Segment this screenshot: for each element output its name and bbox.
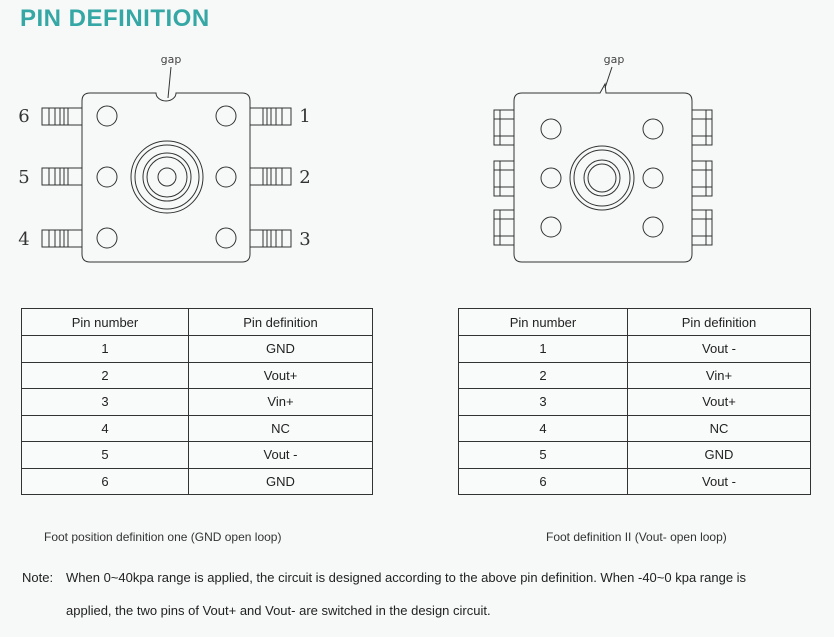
hole [97,228,117,248]
table-header-row [459,309,811,336]
right-caption: Foot definition II (Vout- open loop) [546,530,727,544]
note-line-1: When 0~40kpa range is applied, the circuit is designed according to the above pin definition. When -40~0 kpa range is [66,570,747,585]
right-pins-left-side [494,110,514,245]
table-row [459,389,811,416]
pin-definition-cell: Vin+ [628,362,811,389]
left-pin-diagram [0,40,420,300]
hole [541,168,561,188]
column-header: Pin definition [189,309,373,336]
pin-definition-cell: Vout - [628,336,811,363]
pin-number-cell: 5 [22,442,189,469]
hole [643,119,663,139]
pin-number-5: 5 [18,167,30,188]
pin-number-6: 6 [18,106,30,127]
pin-number-cell: 5 [459,442,628,469]
column-header: Pin number [22,309,189,336]
hole [216,167,236,187]
right-sensor-body [514,84,692,262]
pin-number-cell: 2 [459,362,628,389]
column-header: Pin number [459,309,628,336]
hole [97,167,117,187]
table-row [459,442,811,469]
hole [216,228,236,248]
table-row [22,336,373,363]
pin-number-4: 4 [18,229,30,250]
pin-number-cell: 3 [459,389,628,416]
table-row [22,362,373,389]
pin-number-2: 2 [299,167,311,188]
table-row [459,415,811,442]
table-row [22,468,373,495]
pin-definition-cell: GND [189,336,373,363]
left-pins-left-side [42,108,82,247]
pin-number-1: 1 [299,106,311,127]
left-sensor-body [82,93,250,262]
pin-definition-cell: GND [189,468,373,495]
pin-number-cell: 1 [459,336,628,363]
column-header: Pin definition [628,309,811,336]
table-row [459,336,811,363]
pin-definition-cell: GND [628,442,811,469]
pin-number-cell: 1 [22,336,189,363]
table-row [22,442,373,469]
pin-number-cell: 2 [22,362,189,389]
pin-number-cell: 6 [459,468,628,495]
pressure-port [570,146,634,210]
pin-number-cell: 4 [22,415,189,442]
pin-definition-cell: NC [628,415,811,442]
gap-label: gap [160,53,182,66]
table-row [459,362,811,389]
gap-label: gap [603,53,625,66]
pin-definition-cell: Vout - [628,468,811,495]
left-sensor-drawing [0,40,420,300]
hole [541,217,561,237]
right-pin-table [458,308,811,495]
table-header-row [22,309,373,336]
hole [541,119,561,139]
pressure-port [131,141,203,213]
pin-definition-cell: Vin+ [189,389,373,416]
table-row [22,415,373,442]
note-line-2: applied, the two pins of Vout+ and Vout- are switched in the design circuit. [66,603,491,618]
hole [643,217,663,237]
pin-number-cell: 4 [459,415,628,442]
right-pin-diagram [420,40,834,300]
hole [97,106,117,126]
right-pins-right-side [692,110,712,245]
note-label: Note: [22,570,54,585]
left-pin-table [21,308,373,495]
note [22,570,822,618]
pin-number-3: 3 [299,229,311,250]
hole [216,106,236,126]
hole [643,168,663,188]
table-row [22,389,373,416]
pin-definition-cell: Vout+ [189,362,373,389]
pin-definition-cell: NC [189,415,373,442]
page-title: PIN DEFINITION [20,5,210,32]
pin-number-cell: 3 [22,389,189,416]
left-caption: Foot position definition one (GND open loop) [44,530,282,544]
right-sensor-drawing [420,40,834,300]
table-row [459,468,811,495]
pin-number-cell: 6 [22,468,189,495]
pin-definition-cell: Vout - [189,442,373,469]
left-pins-right-side [250,108,291,247]
pin-definition-cell: Vout+ [628,389,811,416]
